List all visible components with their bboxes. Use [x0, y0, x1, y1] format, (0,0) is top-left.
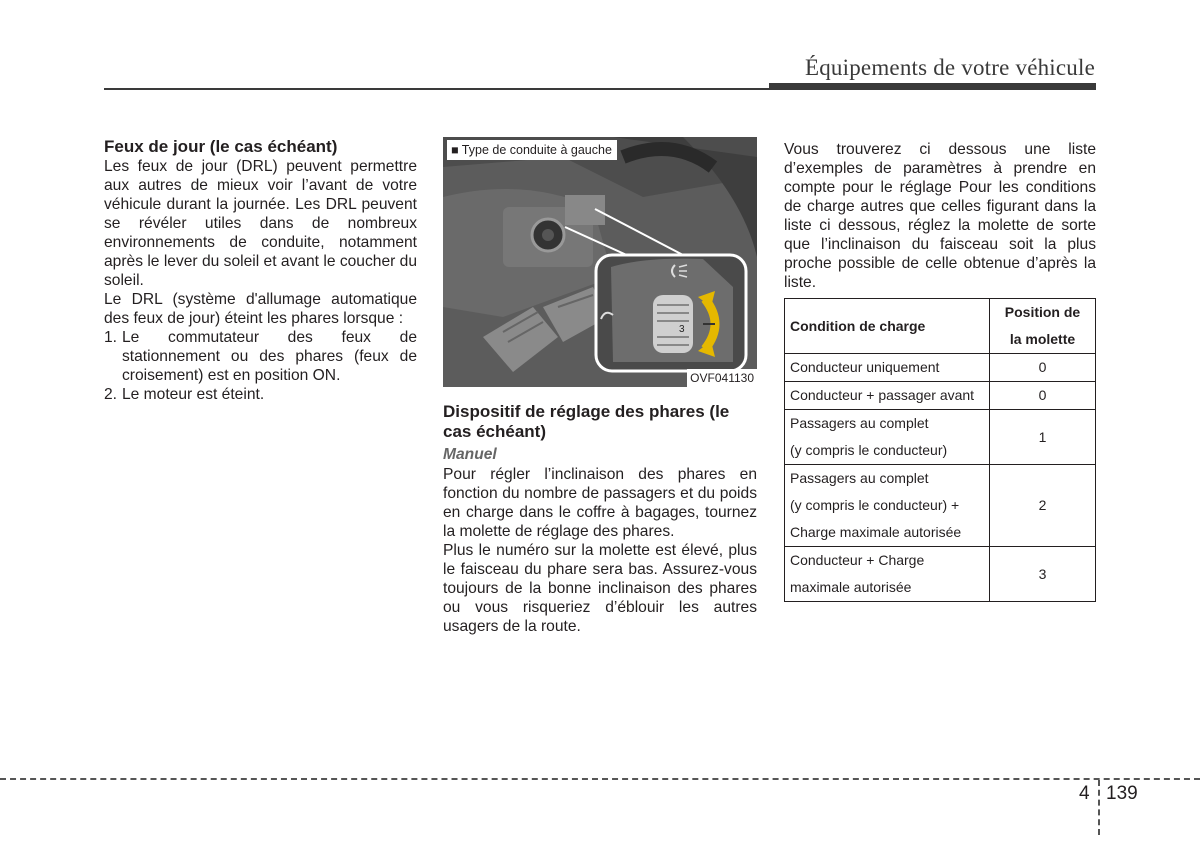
table-cell-position: 0: [990, 382, 1096, 410]
table-row: [785, 547, 1096, 602]
footer-dashed-rule: [0, 778, 1200, 780]
paragraph-drl-conditions: Le DRL (système d'allumage automatique des feux de jour) éteint les phares lorsque :: [104, 291, 417, 327]
list-item: [104, 328, 417, 385]
column-headlight-leveling: [443, 137, 757, 636]
paragraph-leveling-how: Pour régler l’inclinaison des phares en fonction du nombre de passagers et du poids en charge dans le coffre à bagages, tournez la molette de réglage des phares.: [443, 466, 757, 540]
figure-code: OVF041130: [687, 369, 757, 387]
list-item-number: 1.: [104, 329, 118, 346]
condition-line: Passagers au complet: [790, 470, 929, 486]
column-drl: [104, 137, 417, 404]
dashboard-illustration: [443, 137, 757, 387]
table-cell-position: 0: [990, 354, 1096, 382]
list-item-text: Le moteur est éteint.: [122, 386, 265, 403]
paragraph-load-intro: Vous trouverez ci dessous une liste d’exemples de paramètres à prendre en compte pour le réglage Pour les conditions de charge autres que celles figurant dans la liste ci dessous, réglez la molette de sorte que l’inclinaison du faisceau soit la plus proche possible de celle obtenue d’après la liste.: [784, 141, 1096, 291]
table-header-row: [785, 299, 1096, 354]
header-load-condition: Condition de charge: [785, 299, 990, 354]
table-cell-condition: [785, 465, 990, 547]
page-number: 139: [1106, 783, 1138, 804]
subheading-manual: Manuel: [443, 446, 497, 463]
table-cell-condition: [785, 547, 990, 602]
table-cell-condition: [785, 410, 990, 465]
condition-line: Conducteur uniquement: [790, 359, 940, 375]
table-row: [785, 354, 1096, 382]
table-cell-position: 3: [990, 547, 1096, 602]
condition-line: (y compris le conducteur): [790, 442, 948, 458]
condition-line: Passagers au complet: [790, 415, 929, 431]
list-item: [104, 385, 417, 404]
load-condition-table: [784, 298, 1096, 602]
condition-line: maximale autorisée: [790, 579, 912, 595]
condition-line: Conducteur + Charge: [790, 552, 925, 568]
condition-line: Charge maximale autorisée: [790, 524, 962, 540]
header-dial-position: [990, 299, 1096, 354]
section-heading-drl: Feux de jour (le cas échéant): [104, 137, 338, 156]
page-header-title: Équipements de votre véhicule: [804, 55, 1095, 80]
header-dial-position-line1: Position de: [1004, 304, 1081, 320]
list-item-number: 2.: [104, 386, 118, 403]
table-cell-position: 2: [990, 465, 1096, 547]
table-cell-condition: [785, 382, 990, 410]
condition-line: Conducteur + passager avant: [790, 387, 975, 403]
header-rule-accent: [769, 83, 1096, 90]
column-load-conditions: [784, 140, 1096, 602]
table-row: [785, 382, 1096, 410]
list-item-text: Le commutateur des feux de stationnement ou des phares (feux de croisement) est en position ON.: [122, 329, 417, 384]
illustration-dashboard-dial: [443, 137, 757, 387]
table-row: [785, 465, 1096, 547]
dial-number-label: 3: [679, 324, 685, 335]
section-heading-headlight-leveling: Dispositif de réglage des phares (le cas échéant): [443, 402, 730, 441]
condition-line: (y compris le conducteur) +: [790, 497, 960, 513]
chapter-number: 4: [1079, 783, 1090, 804]
footer-vertical-dashed-rule: [1098, 780, 1100, 835]
header-dial-position-line2: la molette: [1009, 331, 1076, 347]
paragraph-leveling-note: Plus le numéro sur la molette est élevé, plus le faisceau du phare sera bas. Assurez-vous toujours de la bonne inclinaison des phares ou vous risqueriez d’éblouir les autres usagers de la route.: [443, 542, 757, 635]
header-rule: [104, 88, 769, 90]
figure-caption: ■ Type de conduite à gauche: [447, 140, 617, 160]
table-cell-position: 1: [990, 410, 1096, 465]
table-row: [785, 410, 1096, 465]
table-cell-condition: [785, 354, 990, 382]
paragraph-drl-intro: Les feux de jour (DRL) peuvent permettre aux autres de mieux voir l’avant de votre véhicule durant la journée. Les DRL peuvent se révéler utiles dans de nombreux environnements de conduite, notamment après le lever du soleil et avant le coucher du soleil.: [104, 158, 417, 289]
